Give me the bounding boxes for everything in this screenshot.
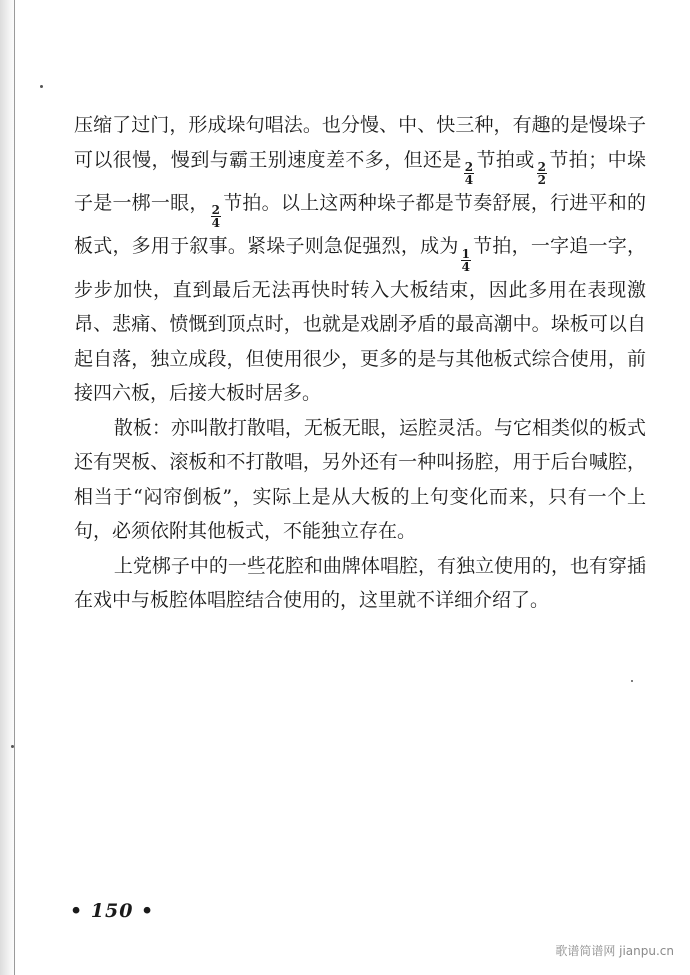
- fraction-numerator: 2: [464, 159, 474, 174]
- text-run: 节拍，一字追一字，步步加快，直到最后无法再快时转入大板结束，因此多用在表现激昂、悲痛、愤慨到顶点时，也就是戏剧矛盾的最高潮中。垛板可以自起自落，独立成段，但使用很少，更多的是与其他板式综合使用，前接四六板，后接大板时居多。: [74, 235, 646, 405]
- site-watermark: 歌谱简谱网 jianpu.cn: [555, 944, 674, 958]
- fraction-numerator: 2: [537, 159, 547, 174]
- fraction-numerator: 1: [461, 246, 470, 261]
- text-run: 散板：亦叫散打散唱，无板无眼，运腔灵活。与它相类似的板式还有哭板、滚板和不打散唱，另外还有一种叫扬腔，用于后台喊腔，相当于“闷帘倒板”，实际上是从大板的上句变化而来，只有一个上句，必须依附其他板式，不能独立存在。: [74, 416, 646, 543]
- text-run: 节拍或: [476, 148, 535, 171]
- time-signature-fraction: [461, 248, 471, 273]
- paragraph-2: [74, 411, 646, 549]
- scan-speck: [40, 85, 43, 88]
- scan-left-edge-line: [14, 0, 15, 975]
- text-run: 节拍。以上这两种垛子都是节奏舒展，行进平和的板式，多用于叙事。紧垛子则急促强烈，成为: [74, 191, 646, 258]
- time-signature-fraction: [464, 161, 474, 186]
- text-run: 上党梆子中的一些花腔和曲牌体唱腔，有独立使用的，也有穿插在戏中与板腔体唱腔结合使用的，这里就不详细介绍了。: [74, 554, 646, 612]
- page-number: • 150 •: [70, 900, 155, 922]
- paragraph-1: [74, 108, 646, 411]
- fraction-denominator: 4: [461, 259, 470, 274]
- time-signature-fraction: [211, 204, 221, 229]
- text-run: 节拍；中垛子是一梆一眼，: [74, 148, 646, 214]
- fraction-denominator: 2: [537, 172, 547, 187]
- text-run: 压缩了过门，形成垛句唱法。也分慢、中、快三种，有趣的是慢垛子可以很慢，慢到与霸王别速度差不多，但还是: [74, 114, 646, 171]
- fraction-denominator: 4: [211, 216, 220, 231]
- fraction-numerator: 2: [211, 203, 220, 218]
- body-text: [74, 108, 646, 618]
- time-signature-fraction: [537, 161, 547, 186]
- scan-speck: [631, 680, 633, 682]
- fraction-denominator: 4: [464, 172, 474, 187]
- paragraph-3: [74, 549, 646, 618]
- scan-speck: [11, 745, 14, 748]
